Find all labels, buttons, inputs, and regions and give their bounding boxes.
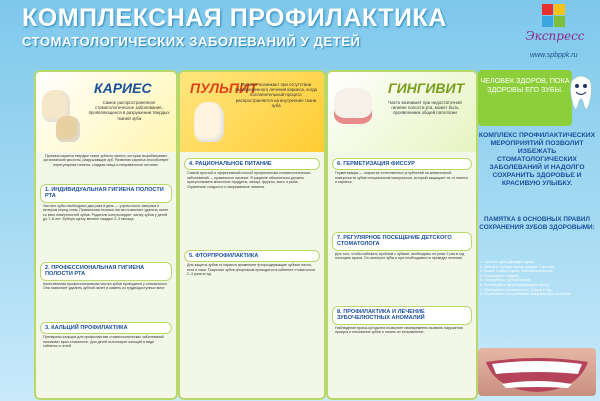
- section-text: Качественная профессиональная чистка зубов проводится у стоматолога. Она позволяет удалить зубной налет и камень из труднодоступных мест.: [43, 281, 168, 291]
- section-title: 5. ФТОРПРОФИЛАКТИКА: [184, 250, 320, 262]
- section-title: 8. ПРОФИЛАКТИКА И ЛЕЧЕНИЕ ЗУБОЧЕЛЮСТНЫХ АНОМАЛИЙ: [332, 306, 472, 325]
- list-item: 4. Ограничьте сладкое.: [480, 273, 520, 278]
- brand-name: Экспресс: [525, 29, 585, 43]
- panel-caries: [34, 70, 178, 400]
- section: [40, 322, 172, 350]
- tooth-pulp-icon: [194, 102, 224, 142]
- section-title: 6. ГЕРМЕТИЗАЦИЯ ФИССУР: [332, 158, 472, 170]
- right-column: [478, 70, 596, 396]
- panel-desc: Пульпит возникает при отсутствии своевременного лечения кариеса, когда воспалительный процесс распространяется на внутренние ткани зуба: [234, 82, 318, 108]
- section-text: Для того, чтобы избежать проблем с зубами, необходимо не реже 2 раз в год посещать врача. Он осмотрит зубы и при необходимости проведет лечение.: [335, 251, 465, 261]
- section-title: 2. ПРОФЕССИОНАЛЬНАЯ ГИГИЕНА ПОЛОСТИ РТА: [40, 262, 172, 281]
- logo: [516, 4, 594, 54]
- section: [40, 262, 172, 292]
- tooth-mascot-icon: [566, 72, 596, 112]
- list-item: 8. Ограничьте употребление газированных напитков.: [480, 292, 571, 297]
- list-item: 3. Ешьте 3 раза в день, избегая перекусов.: [480, 269, 554, 274]
- quote-box: ЧЕЛОВЕК ЗДОРОВ, ПОКА ЗДОРОВЫ ЕГО ЗУБЫ.: [478, 70, 572, 126]
- section-title: 7. РЕГУЛЯРНОЕ ПОСЕЩЕНИЕ ДЕТСКОГО СТОМАТОЛОГА: [332, 232, 472, 251]
- page-title: КОМПЛЕКСНАЯ ПРОФИЛАКТИКА: [22, 4, 447, 32]
- panel-pulpitis: [178, 70, 326, 400]
- page-subtitle: СТОМАТОЛОГИЧЕСКИХ ЗАБОЛЕВАНИЙ У ДЕТЕЙ: [22, 34, 361, 49]
- panel-title: КАРИЕС: [94, 80, 152, 96]
- panel-intro: Причина кариеса твердые ткани зубного налета, которые вырабатывают органические кислоты, разрушающие зуб. Развитию кариеса способствует нерегулярная гигиена, сладкая пища и неправильное питание.: [43, 154, 169, 167]
- panel-title: ГИНГИВИТ: [388, 80, 465, 96]
- section: [332, 158, 472, 186]
- panel-gingivitis: [326, 70, 478, 400]
- complex-text: КОМПЛЕКС ПРОФИЛАКТИЧЕСКИХ МЕРОПРИЯТИЙ ПОЗВОЛИТ ИЗБЕЖАТЬ СТОМАТОЛОГИЧЕСКИХ ЗАБОЛЕВАНИЙ И НАДОЛГО СОХРАНИТЬ ЗДОРОВЬЕ И КРАСИВУЮ УЛЫБКУ.: [478, 132, 596, 187]
- tooth-decay-icon: [56, 116, 80, 142]
- rules-list: [480, 260, 594, 297]
- section-text: Для защиты зубов от кариеса применяют фторсодержащие зубные пасты, гели и лаки. Покрытие зубов фторлаком проводится в кабинете стоматолога 2–3 раза в год.: [187, 263, 316, 277]
- list-item: 2. Меняйте зубную щетку каждые 3 месяца.: [480, 264, 556, 269]
- section: [184, 250, 320, 278]
- section: [332, 306, 472, 336]
- section-text: Самый простой и эффективный способ профилактики стоматологических заболеваний — правильное питание. В рационе обязательно должны присутствовать молочные продукты, овощи, фрукты, мясо и рыба. Ограничьте сладости и газированные напитки.: [187, 171, 311, 189]
- list-item: 6. Используйте фторсодержащую пасту.: [480, 282, 550, 287]
- gum-icon: [334, 88, 372, 118]
- list-item: 1. Чистите зубы дважды в день.: [480, 260, 535, 264]
- cube-icon: [542, 4, 568, 28]
- section-text: Герметизация — покрытие естественных углублений на жевательной поверхности зубов специальным материалом, который защищает их от налета и кариеса.: [335, 171, 468, 185]
- site-url[interactable]: www.spbppk.ru: [530, 52, 578, 59]
- section: [184, 158, 320, 190]
- memo-title: ПАМЯТКА 8 ОСНОВНЫХ ПРАВИЛ СОХРАНЕНИЯ ЗУБОВ ЗДОРОВЫМИ:: [479, 216, 595, 231]
- smile-image: [478, 348, 596, 396]
- panel-hero: [36, 72, 176, 152]
- panel-hero: [328, 72, 476, 152]
- panel-desc: Самое распространенное стоматологическое заболевание, проявляющееся в разрушении твердых тканей зуба: [88, 100, 170, 121]
- list-item: 7. Посещайте стоматолога 2–3 раза в год.: [480, 287, 553, 292]
- section-title: 4. РАЦИОНАЛЬНОЕ ПИТАНИЕ: [184, 158, 320, 170]
- panel-hero: [180, 72, 324, 152]
- section: [40, 184, 172, 222]
- section-title: 3. КАЛЬЦИЙ ПРОФИЛАКТИКА: [40, 322, 172, 334]
- list-item: 5. Пользуйтесь зубной нитью.: [480, 278, 532, 283]
- section-text: Наблюдение врача-ортодонта позволяет своевременно выявить нарушения прикуса и положения зубов и начать их исправление.: [335, 325, 463, 335]
- section-text: Чистить зубы необходимо два раза в день — утром после завтрака и вечером перед сном. Правильная техника чистки позволяет удалить налет со всех поверхностей зубов. Родители контролируют чистку зубов у детей до 7–8 лет. Зубную щетку меняют каждые 2–3 месяца.: [43, 203, 169, 222]
- section: [332, 232, 472, 262]
- panel-desc: Часто возникает при недостаточной гигиене полости рта, может быть проявлением общей патологии: [388, 100, 462, 116]
- section-text: Препараты кальция для профилактики стоматологических заболеваний назначает врач-стоматолог. Для детей используют кальций в виде таблеток и гелей.: [43, 335, 164, 349]
- section-title: 1. ИНДИВИДУАЛЬНАЯ ГИГИЕНА ПОЛОСТИ РТА: [40, 184, 172, 203]
- panel-title: ПУЛЬПИТ: [190, 80, 258, 96]
